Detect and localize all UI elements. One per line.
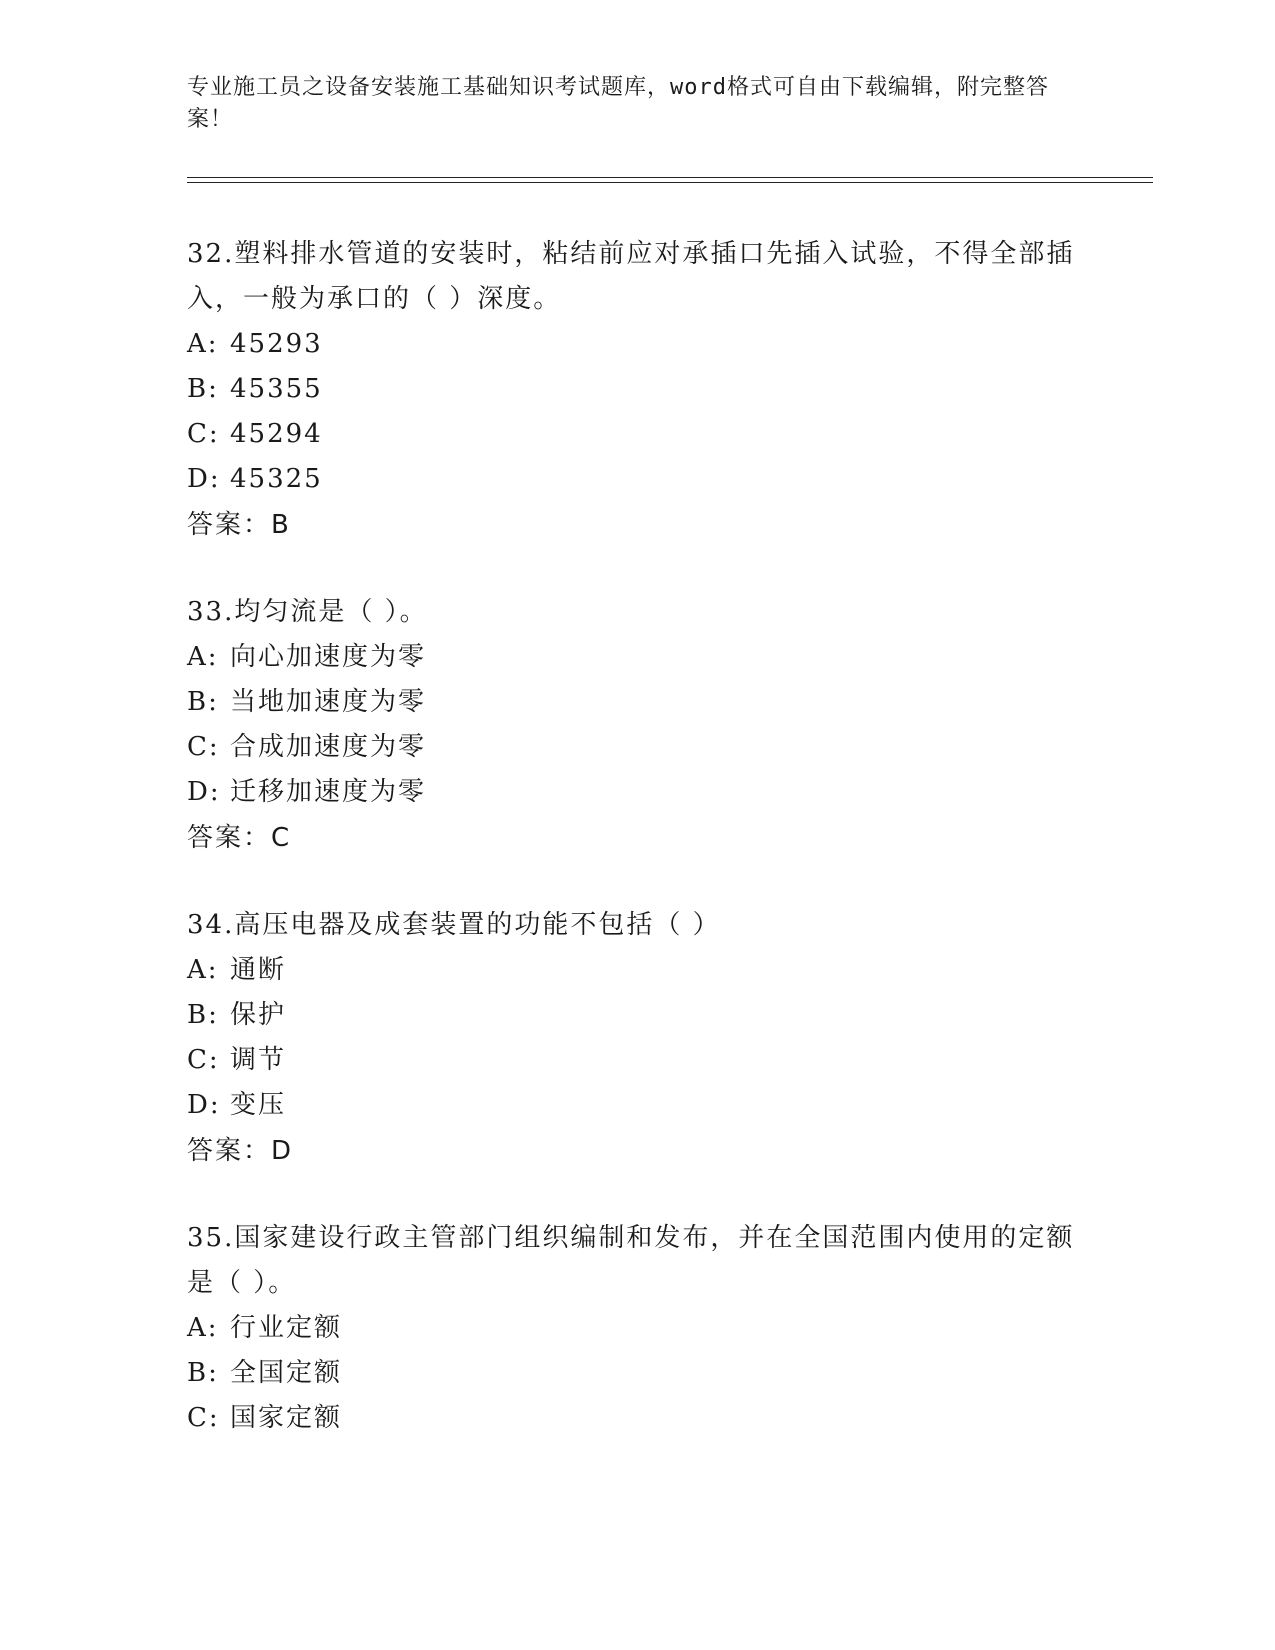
question-35 bbox=[187, 1216, 1087, 1441]
option-text: 45325 bbox=[230, 464, 323, 494]
option-letter: B: bbox=[187, 1358, 219, 1388]
question-stem: 35.国家建设行政主管部门组织编制和发布，并在全国范围内使用的定额是（ ）。 bbox=[187, 1223, 1075, 1298]
option-a bbox=[187, 322, 1087, 367]
option-text: 保护 bbox=[230, 1000, 287, 1030]
question-list bbox=[187, 232, 1087, 1483]
option-a bbox=[187, 948, 1087, 993]
option-text: 当地加速度为零 bbox=[230, 687, 427, 717]
option-letter: D: bbox=[187, 1090, 221, 1120]
option-b bbox=[187, 367, 1087, 412]
option-a bbox=[187, 635, 1087, 680]
option-text: 迁移加速度为零 bbox=[230, 777, 427, 807]
option-text: 变压 bbox=[230, 1090, 287, 1120]
option-text: 全国定额 bbox=[230, 1358, 343, 1388]
option-d bbox=[187, 457, 1087, 502]
option-b bbox=[187, 680, 1087, 725]
question-32 bbox=[187, 232, 1087, 548]
answer-line: 答案：C bbox=[187, 823, 292, 853]
option-letter: D: bbox=[187, 777, 221, 807]
document-header: 专业施工员之设备安装施工基础知识考试题库，word格式可自由下载编辑，附完整答案！ bbox=[187, 75, 1049, 132]
option-text: 合成加速度为零 bbox=[230, 732, 427, 762]
option-c bbox=[187, 1038, 1087, 1083]
option-text: 调节 bbox=[230, 1045, 287, 1075]
option-letter: C: bbox=[187, 732, 220, 762]
question-stem: 34.高压电器及成套装置的功能不包括（ ） bbox=[187, 910, 721, 940]
option-letter: B: bbox=[187, 687, 219, 717]
option-d bbox=[187, 1083, 1087, 1128]
option-letter: C: bbox=[187, 419, 220, 449]
option-letter: B: bbox=[187, 374, 219, 404]
option-text: 通断 bbox=[230, 955, 287, 985]
option-letter: D: bbox=[187, 464, 221, 494]
header-divider-bottom bbox=[187, 182, 1153, 183]
option-letter: B: bbox=[187, 1000, 219, 1030]
question-stem: 33.均匀流是（ ）。 bbox=[187, 597, 428, 627]
option-letter: A: bbox=[187, 955, 219, 985]
option-b bbox=[187, 1351, 1087, 1396]
answer-line: 答案：B bbox=[187, 510, 291, 540]
question-34 bbox=[187, 903, 1087, 1174]
option-d bbox=[187, 770, 1087, 815]
option-text: 国家定额 bbox=[230, 1403, 343, 1433]
option-letter: A: bbox=[187, 1313, 219, 1343]
option-b bbox=[187, 993, 1087, 1038]
option-c bbox=[187, 412, 1087, 457]
question-33 bbox=[187, 590, 1087, 861]
answer-line: 答案：D bbox=[187, 1136, 294, 1166]
option-text: 45293 bbox=[230, 329, 323, 359]
option-letter: C: bbox=[187, 1045, 220, 1075]
option-letter: A: bbox=[187, 329, 219, 359]
option-text: 45294 bbox=[230, 419, 323, 449]
option-c bbox=[187, 725, 1087, 770]
option-letter: C: bbox=[187, 1403, 220, 1433]
option-text: 行业定额 bbox=[230, 1313, 343, 1343]
question-stem: 32.塑料排水管道的安装时，粘结前应对承插口先插入试验，不得全部插入，一般为承口的（ ）深度。 bbox=[187, 239, 1075, 314]
option-text: 45355 bbox=[230, 374, 323, 404]
header-divider-top bbox=[187, 177, 1153, 178]
option-letter: A: bbox=[187, 642, 219, 672]
option-a bbox=[187, 1306, 1087, 1351]
option-c bbox=[187, 1396, 1087, 1441]
option-text: 向心加速度为零 bbox=[230, 642, 427, 672]
